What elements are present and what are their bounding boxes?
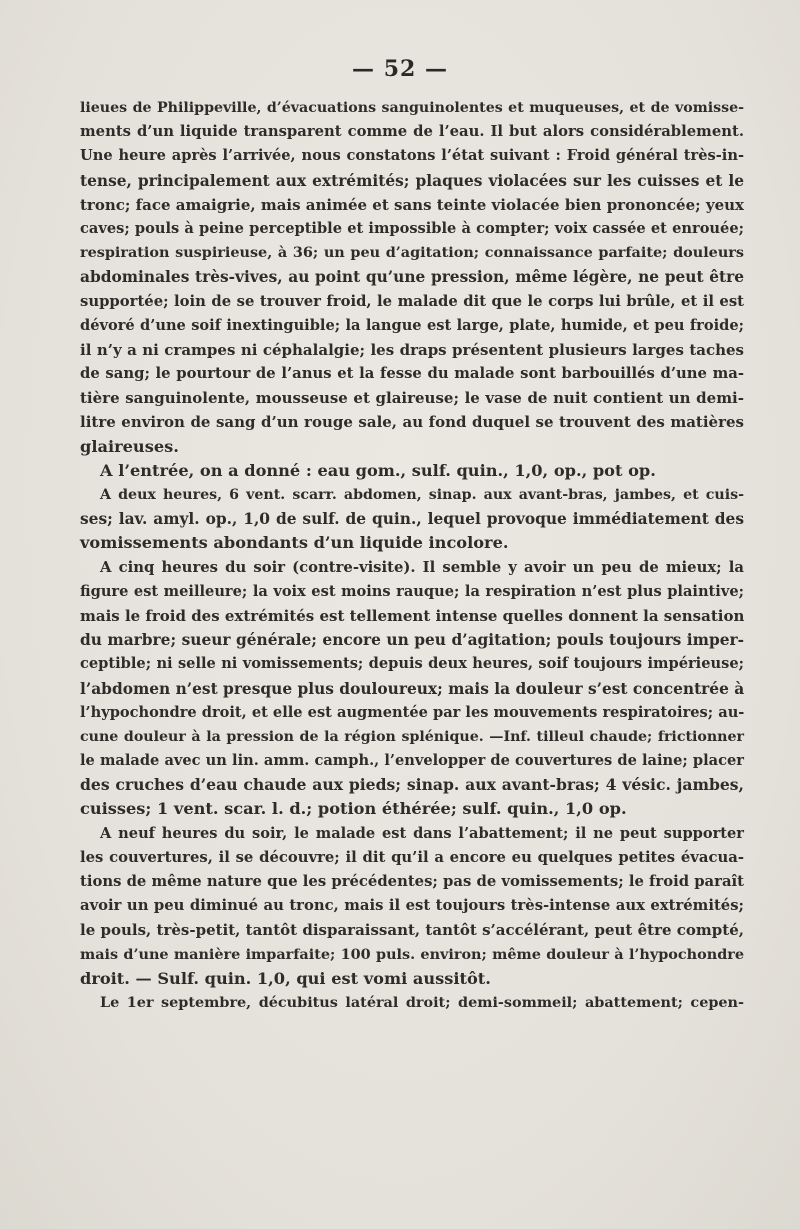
- text-line: A cinq heures du soir (contre-visite). Il semble y avoir un peu de mieux; la: [100, 558, 744, 576]
- text-line: il n’y a ni crampes ni céphalalgie; les draps présentent plusieurs larges taches: [80, 340, 744, 359]
- text-line: caves; pouls à peine perceptible et impossible à compter; voix cassée et enrouée;: [80, 219, 744, 237]
- text-line: A deux heures, 6 vent. scarr. abdomen, sinap. aux avant-bras, jambes, et cuis-: [100, 487, 744, 503]
- text-line: tions de même nature que les précédentes; pas de vomissements; le froid paraît: [80, 873, 744, 890]
- text-line: vomissements abondants d’un liquide incolore.: [80, 533, 509, 553]
- text-line: supportée; loin de se trouver froid, le malade dit que le corps lui brûle, et il est: [80, 292, 744, 310]
- text-line: tière sanguinolente, mousseuse et glaireuse; le vase de nuit contient un demi-: [80, 389, 744, 408]
- text-line: mais le froid des extrémités est tellement intense quelles donnent la sensation: [80, 606, 745, 625]
- text-line: l’abdomen n’est presque plus douloureux; mais la douleur s’est concentrée à: [80, 679, 745, 698]
- text-line: A l’entrée, on a donné : eau gom., sulf. quin., 1,0, op., pot op.: [100, 460, 656, 480]
- text-line: abdominales très-vives, au point qu’une pression, même légère, ne peut être: [80, 268, 744, 287]
- text-line: du marbre; sueur générale; encore un peu d’agitation; pouls toujours imper-: [80, 631, 744, 650]
- text-line: cune douleur à la pression de la région splénique. —Inf. tilleul chaude; frictionner: [80, 728, 744, 745]
- text-line: glaireuses.: [80, 436, 179, 456]
- page-number: — 52 —: [352, 56, 448, 82]
- text-line: lieues de Philippeville, d’évacuations sanguinolentes et muqueuses, et de vomisse-: [80, 100, 744, 116]
- text-line: ses; lav. amyl. op., 1,0 de sulf. de quin., lequel provoque immédiatement des: [80, 510, 744, 529]
- text-line: de sang; le pourtour de l’anus et la fesse du malade sont barbouillés d’une ma-: [80, 365, 744, 383]
- text-line: Une heure après l’arrivée, nous constatons l’état suivant : Froid général très-in-: [80, 147, 744, 165]
- text-line: ceptible; ni selle ni vomissements; depuis deux heures, soif toujours impérieuse;: [80, 655, 744, 673]
- text-line: droit. — Sulf. quin. 1,0, qui est vomi aussitôt.: [80, 968, 491, 988]
- text-line: mais d’une manière imparfaite; 100 puls. environ; même douleur à l’hypochondre: [80, 945, 744, 963]
- text-line: ments d’un liquide transparent comme de l’eau. Il but alors considérablement.: [80, 123, 744, 141]
- text-line: les couvertures, il se découvre; il dit qu’il a encore eu quelques petites évacua-: [80, 848, 744, 866]
- text-line: litre environ de sang d’un rouge sale, au fond duquel se trouvent des matières: [80, 413, 744, 432]
- text-line: l’hypochondre droit, et elle est augmentée par les mouvements respiratoires; au-: [80, 703, 745, 721]
- body-text: [80, 96, 744, 1015]
- text-line: A neuf heures du soir, le malade est dans l’abattement; il ne peut supporter: [100, 824, 744, 842]
- text-line: le pouls, très-petit, tantôt disparaissant, tantôt s’accélérant, peut être compté,: [80, 921, 744, 940]
- text-line: le malade avec un lin. amm. camph., l’envelopper de couvertures de laine; placer: [80, 752, 744, 770]
- text-line: tense, principalement aux extrémités; plaques violacées sur les cuisses et le: [80, 171, 744, 190]
- text-line: avoir un peu diminué au tronc, mais il est toujours très-intense aux extrémités;: [80, 897, 744, 915]
- text-line: respiration suspirieuse, à 36; un peu d’agitation; connaissance parfaite; douleurs: [80, 244, 744, 262]
- text-line: figure est meilleure; la voix est moins rauque; la respiration n’est plus plaintive;: [80, 582, 744, 600]
- text-line: tronc; face amaigrie, mais animée et sans teinte violacée bien prononcée; yeux: [80, 195, 744, 214]
- text-line: Le 1er septembre, décubitus latéral droit; demi-sommeil; abattement; cepen-: [100, 993, 744, 1011]
- text-line: dévoré d’une soif inextinguible; la langue est large, plate, humide, et peu froide;: [80, 316, 744, 334]
- text-line: des cruches d’eau chaude aux pieds; sinap. aux avant-bras; 4 vésic. jambes,: [80, 775, 744, 795]
- text-line: cuisses; 1 vent. scar. l. d.; potion éthérée; sulf. quin., 1,0 op.: [80, 799, 627, 819]
